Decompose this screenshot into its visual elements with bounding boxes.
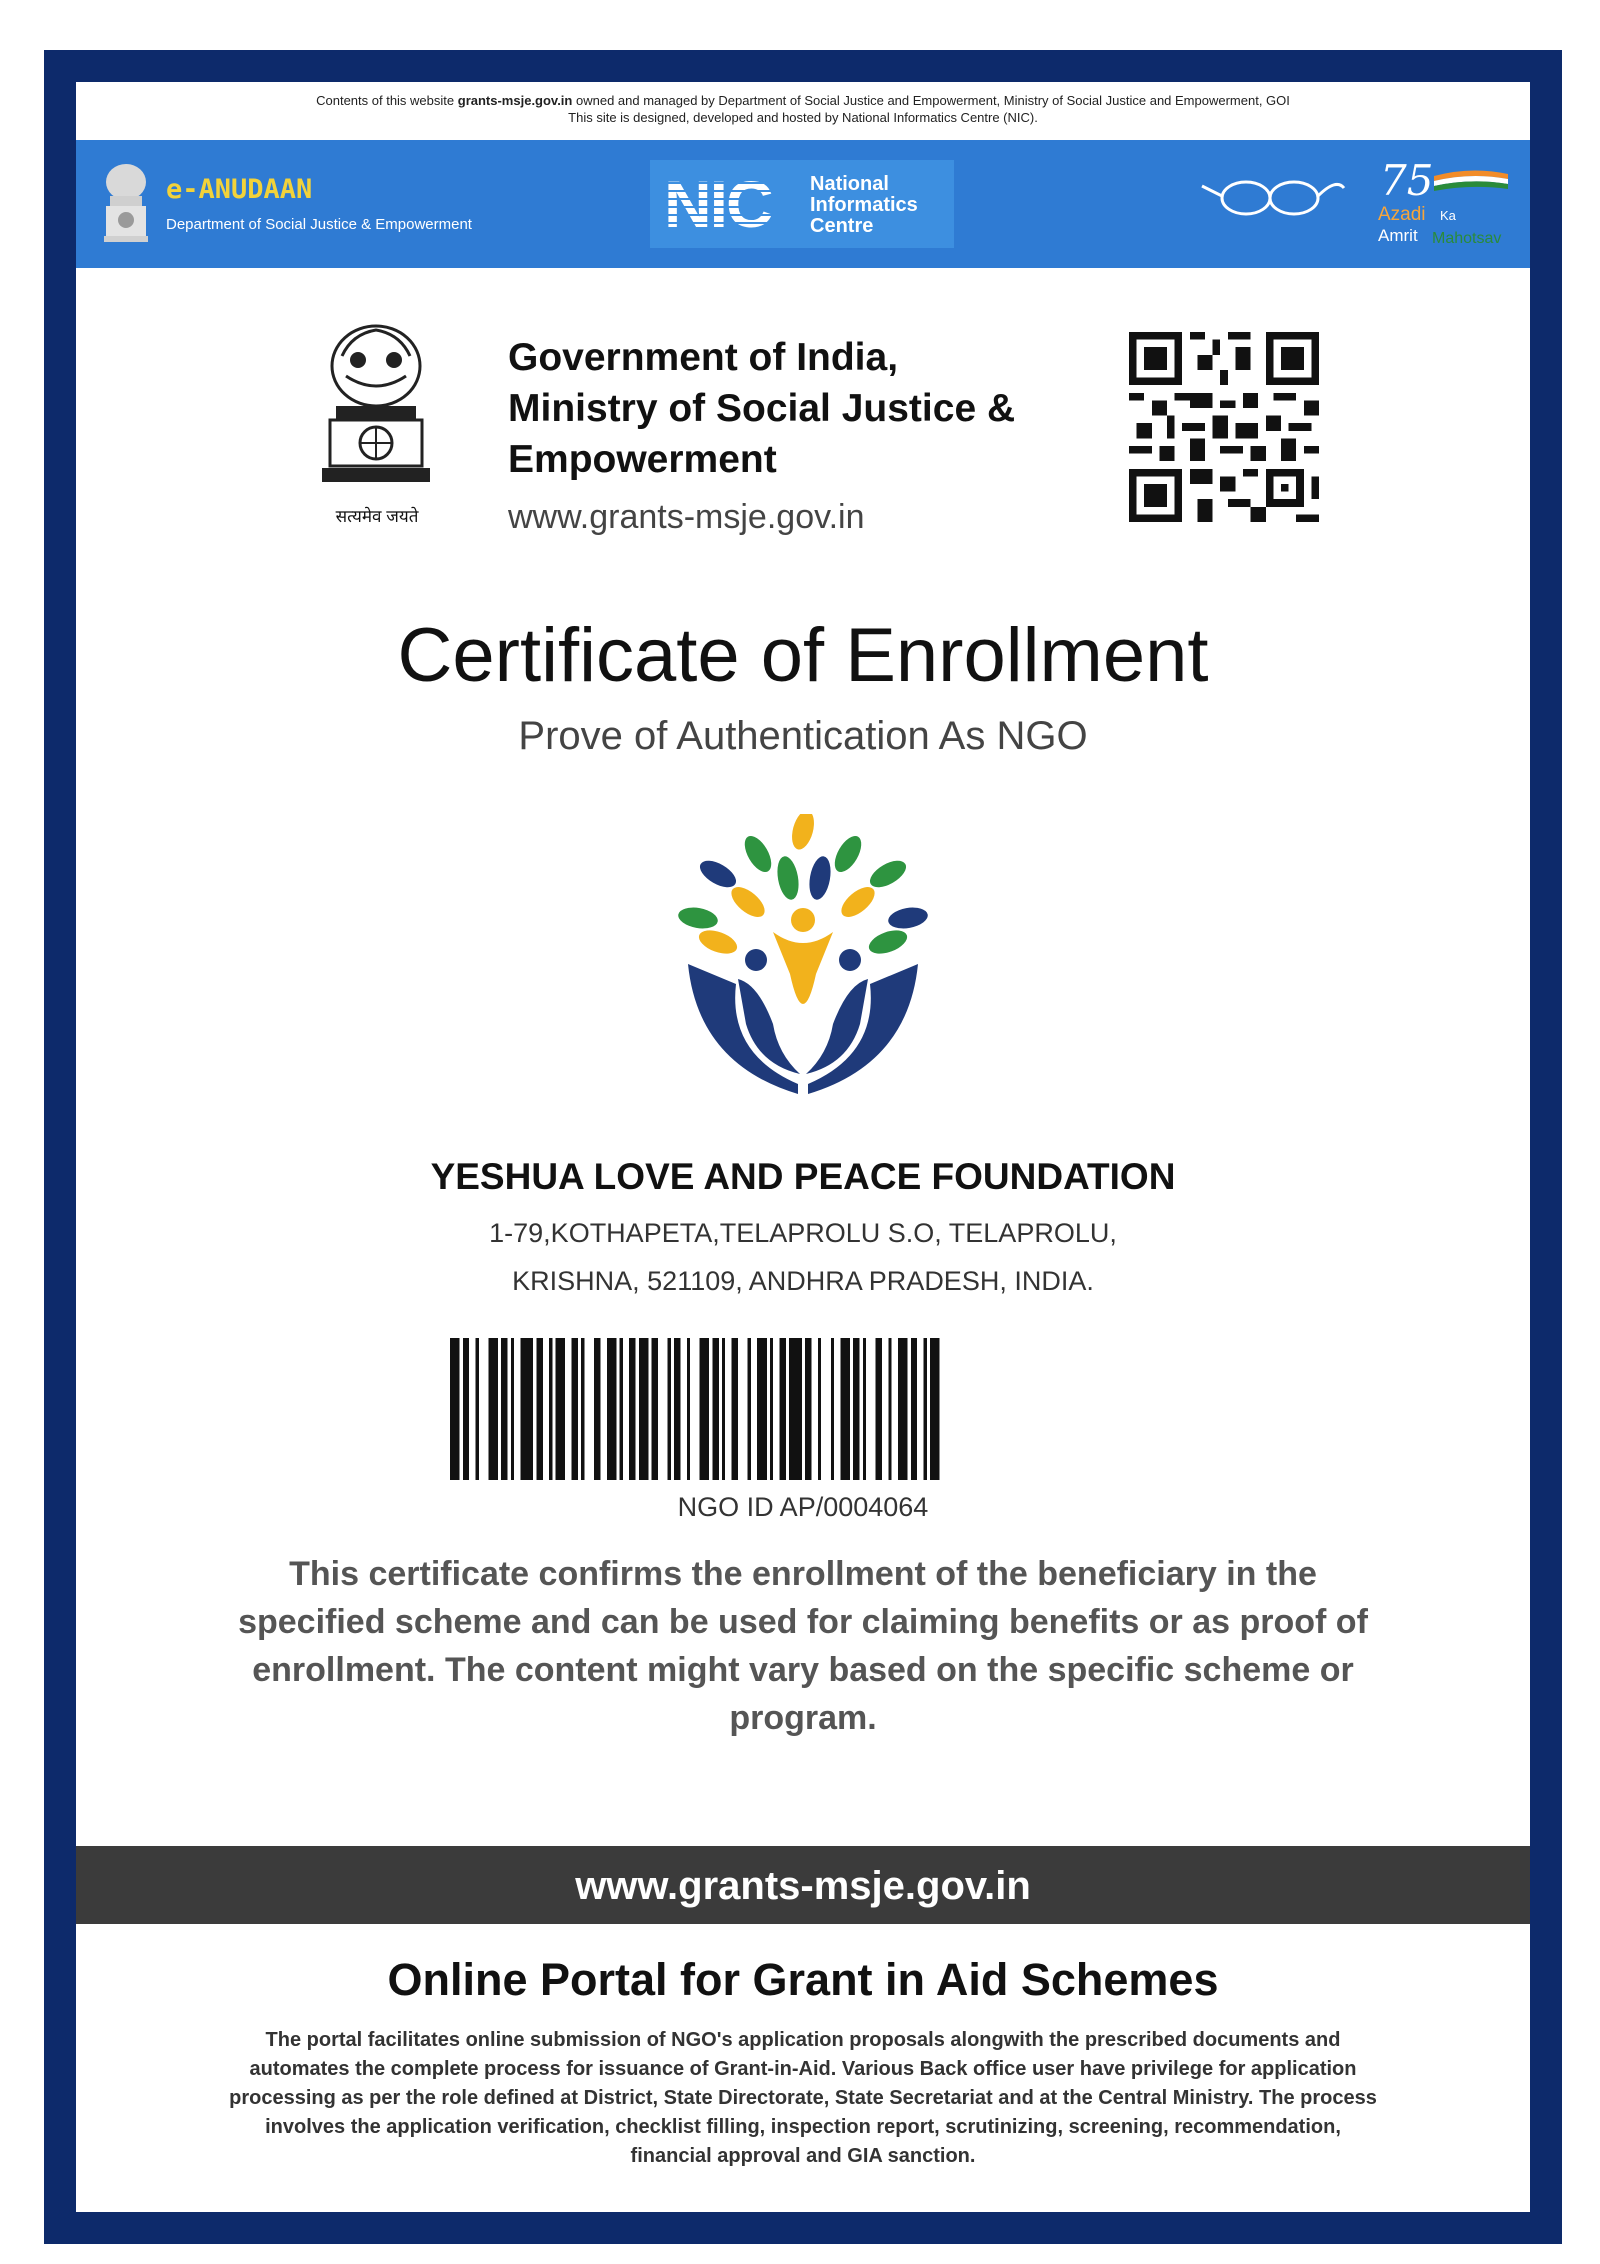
header-banner	[76, 140, 1530, 268]
barcode-bar	[853, 1338, 859, 1480]
certificate-page	[76, 82, 1530, 2212]
barcode-bar	[520, 1338, 533, 1480]
barcode-bar	[450, 1338, 460, 1480]
barcode-bar	[463, 1338, 469, 1480]
ngo-address-line2: KRISHNA, 521109, ANDHRA PRADESH, INDIA.	[512, 1266, 1094, 1296]
national-motto: सत्यमेव जयते	[335, 507, 419, 526]
barcode-bar	[888, 1338, 891, 1480]
nic-logo	[650, 160, 954, 248]
barcode-bar	[712, 1338, 718, 1480]
barcode-bar	[898, 1338, 908, 1480]
barcode-bar	[607, 1338, 617, 1480]
footer-url-bar	[76, 1846, 1530, 1924]
barcode-bar	[687, 1338, 690, 1480]
barcode-bar	[674, 1338, 680, 1480]
barcode-bar	[732, 1338, 738, 1480]
swachh-bharat-glasses-icon	[1196, 170, 1346, 236]
barcode-bar	[863, 1338, 866, 1480]
barcode-bar	[722, 1338, 725, 1480]
barcode-bar	[831, 1338, 834, 1480]
note-suffix: owned and managed by Department of Social Justice and Empowerment, Ministry of Social Justice and Empowerment, GOI	[572, 93, 1290, 108]
amrit-word: Amrit	[1378, 226, 1418, 245]
azadi-word: Azadi	[1378, 204, 1426, 225]
site-ownership-note	[76, 92, 1530, 126]
portal-title: Online Portal for Grant in Aid Schemes	[387, 1954, 1219, 2005]
barcode-bar	[536, 1338, 542, 1480]
barcode-bar	[652, 1338, 658, 1480]
barcode-bar	[780, 1338, 786, 1480]
barcode-bar	[789, 1338, 802, 1480]
nic-name-line1: National	[810, 173, 889, 195]
app-name: e-ANUDAAN	[166, 174, 313, 205]
azadi-number: 75	[1380, 156, 1434, 205]
note-prefix: Contents of this website	[316, 93, 458, 108]
nic-name-line3: Centre	[810, 215, 874, 237]
certificate-title: Certificate of Enrollment	[397, 613, 1209, 698]
ngo-address-line1: 1-79,KOTHAPETA,TELAPROLU S.O, TELAPROLU,	[489, 1218, 1117, 1248]
barcode-bar	[757, 1338, 767, 1480]
barcode-bar	[840, 1338, 850, 1480]
barcode-bar	[930, 1338, 940, 1480]
barcode-bar	[924, 1338, 927, 1480]
certificate-subtitle: Prove of Authentication As NGO	[518, 714, 1088, 758]
barcode-bar	[818, 1338, 821, 1480]
barcode-bar	[805, 1338, 811, 1480]
qr-code-icon	[1129, 332, 1319, 522]
barcode-bar	[620, 1338, 623, 1480]
mahotsav-word: Mahotsav	[1432, 230, 1502, 247]
barcode-bar	[572, 1338, 578, 1480]
barcode-bar	[629, 1338, 635, 1480]
ngo-name: YESHUA LOVE AND PEACE FOUNDATION	[430, 1156, 1176, 1197]
tricolor-flag-icon	[1434, 170, 1508, 192]
barcode-bar	[581, 1338, 584, 1480]
app-subtitle: Department of Social Justice & Empowerment	[166, 216, 472, 233]
certificate-statement: This certificate confirms the enrollment of the beneficiary in the specified scheme and can be used for claiming benefits or as proof of enrollment. The content might vary based on the specific scheme or program.	[238, 1555, 1368, 1737]
portal-description: The portal facilitates online submission of NGO's application proposals alongwith the prescribed documents and automates the complete process for issuance of Grant-in-Aid. Various Back office user have privilege for application processing as per the role defined at District, State Directorate, State Secretariat and at the Central Ministry. The process involves the application verification, checklist filling, inspection report, scrutinizing, screening, recommendation, financial approval and GIA sanction.	[229, 2029, 1377, 2167]
ngo-tree-logo-icon	[678, 814, 928, 1104]
note-line2: This site is designed, developed and hosted by National Informatics Centre (NIC).	[568, 110, 1038, 125]
barcode-bar	[549, 1338, 552, 1480]
ministry-website: www.grants-msje.gov.in	[508, 498, 865, 536]
barcode-bar	[748, 1338, 751, 1480]
barcode-bar	[876, 1338, 882, 1480]
nic-abbr: NIC	[664, 167, 772, 241]
barcode-bar	[476, 1338, 479, 1480]
barcode-bar	[770, 1338, 773, 1480]
barcode-bar	[668, 1338, 671, 1480]
barcode-bar	[511, 1338, 514, 1480]
national-emblem-icon	[312, 316, 440, 494]
ngo-id: NGO ID AP/0004064	[677, 1492, 929, 1522]
ministry-title-line1: Government of India,	[508, 336, 899, 379]
azadi-ka: Ka	[1440, 208, 1456, 223]
nic-name-line2: Informatics	[810, 194, 918, 216]
barcode-bar	[501, 1338, 507, 1480]
ministry-title	[508, 332, 1108, 485]
barcode-bar	[639, 1338, 649, 1480]
barcode-bar	[911, 1338, 917, 1480]
barcode-icon	[450, 1338, 1156, 1480]
barcode-bar	[556, 1338, 566, 1480]
ministry-title-line2: Ministry of Social Justice &	[508, 387, 1016, 430]
barcode-bar	[594, 1338, 600, 1480]
note-site: grants-msje.gov.in	[457, 93, 573, 108]
barcode-bar	[488, 1338, 498, 1480]
nic-name	[810, 174, 918, 237]
national-emblem-small-icon	[96, 156, 156, 252]
ministry-title-line3: Empowerment	[508, 438, 777, 481]
footer-url: www.grants-msje.gov.in	[575, 1864, 1031, 1908]
barcode-bar	[700, 1338, 710, 1480]
azadi-ka-amrit-mahotsav-logo	[1376, 156, 1526, 256]
